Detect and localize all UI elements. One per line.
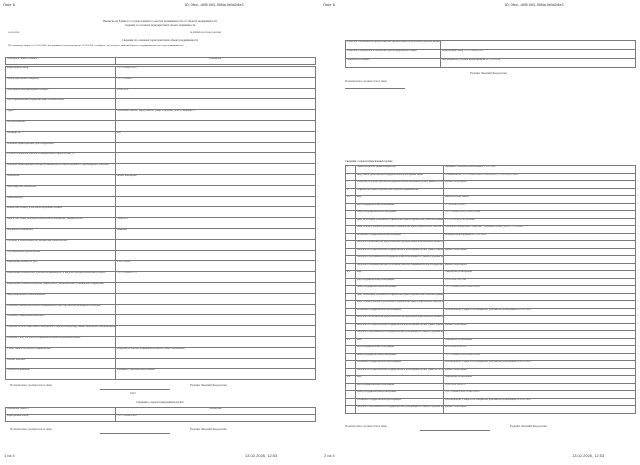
page-header-id: ID: 0fea...d4f5 4f41-95f4a.9c9a2f4e3 bbox=[185, 3, 244, 7]
top-row-value: Вид документа: Договор купли-продажи от 17.05.2024 bbox=[441, 59, 636, 68]
rights-row-number: 1. bbox=[346, 166, 356, 174]
page-header-id: ID: 0fea...d4f5 4f41-95f4a.9c9a2f4e3 bbox=[505, 3, 564, 7]
doc-header-title: Выписка из Единого государственного реестра недвижимости об объекте недвижимости bbox=[103, 19, 217, 23]
doc-date: 14.02.2026 bbox=[8, 31, 20, 34]
characteristic-value: Квартира bbox=[116, 228, 316, 239]
characteristic-row bbox=[6, 347, 316, 358]
footer-page-number: 2 из 4 bbox=[324, 453, 335, 458]
rights-row-label: лицо, в пользу которого установлено ограничение прав и обременение объекта bbox=[356, 301, 444, 309]
rights-row-value: 72:17:1508003:983-72/041/2026-7 bbox=[444, 391, 636, 399]
top-row bbox=[346, 50, 636, 59]
rights-row-number bbox=[346, 383, 356, 391]
rights-row bbox=[346, 293, 636, 301]
characteristic-label: Адрес: bbox=[6, 110, 116, 121]
rights-row-value: 06.02.2026 09:41:03 bbox=[444, 346, 636, 354]
rights-row-label: сведения о наличии решения об изъятии объекта недвижимости для государстве bbox=[356, 263, 444, 271]
characteristic-label: Сведения о том, что объект недвижимости является наемным домом: bbox=[6, 336, 116, 347]
object-kind-label: Помещение (жилое/нежилое) bbox=[6, 58, 116, 65]
rights-row-label: сведения об осуществлении государственной регистрации сделки, права, огран bbox=[356, 248, 444, 256]
rights-row-number bbox=[346, 263, 356, 271]
rights-row-label: лицо, в пользу которого установлено ограничение прав и обременение объекта bbox=[356, 226, 444, 234]
rights-row bbox=[346, 248, 636, 256]
characteristic-value bbox=[116, 99, 316, 110]
seal-mark: М.П. bbox=[130, 391, 137, 395]
characteristic-row bbox=[6, 77, 316, 88]
characteristic-label: Статус записи об объекте недвижимости: bbox=[6, 347, 116, 358]
rights-row-value bbox=[444, 331, 636, 339]
characteristic-label: Кадастровые номера помещений, машино-мест, расположенных в здании или сооружении: bbox=[6, 282, 116, 293]
rights-row bbox=[346, 263, 636, 271]
characteristic-row bbox=[6, 293, 316, 304]
characteristic-label: Год ввода в эксплуатацию по завершении строительства: bbox=[6, 239, 116, 250]
rights-row-label: номер государственной регистрации: bbox=[356, 211, 444, 219]
characteristic-label: Ранее присвоенный государственный учетный номер: bbox=[6, 99, 116, 110]
top-row-value: Кадастровый номер 72:17:1508003:983 bbox=[441, 50, 636, 59]
rights-row-value: Постановление о запрете на совершение действий по регистрации от 05.02.2026 bbox=[444, 361, 636, 369]
rights-row-value bbox=[444, 188, 636, 196]
rights-row-value: 17.05.2024 11:06:19 bbox=[444, 203, 636, 211]
characteristic-row bbox=[6, 369, 316, 380]
rights-row-value: Постановление о запрете на совершение действий по регистрации от 02.02.2026 bbox=[444, 308, 636, 316]
rights-row-label: Сведения об осуществлении государственной регистрации сделки, права без нео bbox=[356, 181, 444, 189]
characteristic-value bbox=[116, 336, 316, 347]
page-header-left: Лист 6 bbox=[323, 2, 336, 7]
characteristic-row bbox=[6, 218, 316, 229]
characteristic-value: 72:17:1508003:713 bbox=[116, 272, 316, 283]
rights-table bbox=[345, 165, 636, 414]
rights-row-value: 10.02.2026 14:20:37 bbox=[444, 383, 636, 391]
rights-row bbox=[346, 181, 636, 189]
rights-row-label: дата государственной регистрации: bbox=[356, 278, 444, 286]
rights-row-value: Постановление о запрете на совершение действий по регистрации от 09.02.2026 bbox=[444, 398, 636, 406]
rights-row bbox=[346, 226, 636, 234]
rights-row-label: дата государственной регистрации: bbox=[356, 383, 444, 391]
characteristic-label: Кадастровые номера иных объектов недвижимости, в пределах которых расположен объект: bbox=[6, 272, 116, 283]
rights-row-label: основание государственной регистрации: bbox=[356, 233, 444, 241]
rights-row bbox=[346, 241, 636, 249]
characteristic-row bbox=[6, 272, 316, 283]
signature-role: Полномочное должностное лицо bbox=[10, 383, 53, 387]
top-row-value bbox=[441, 41, 636, 50]
bottom-signature-role: Полномочное должностное лицо bbox=[345, 424, 388, 428]
rights-row bbox=[346, 331, 636, 339]
characteristic-label: Кадастровый номер: bbox=[6, 67, 116, 78]
rights-row bbox=[346, 203, 636, 211]
rights-row-number bbox=[346, 256, 356, 264]
characteristic-label: Основная характеристика (для сооружения): bbox=[6, 142, 116, 153]
rights-row-value bbox=[444, 293, 636, 301]
section2-cadnum-value: 72:17:1508003:983 bbox=[116, 415, 316, 422]
rights-row-number: 4. bbox=[346, 188, 356, 196]
object-kind-value: помещение bbox=[116, 58, 316, 65]
characteristic-row bbox=[6, 326, 316, 337]
characteristic-row bbox=[6, 88, 316, 99]
rights-row-number bbox=[346, 316, 356, 324]
characteristic-value bbox=[116, 358, 316, 369]
intro-text: На основании запроса от 13.02.2026, поступившего на рассмотрение 13.02.2026, сообщаем, что согласно записям Единого государственного реестра недвижимости: bbox=[8, 44, 184, 47]
rights-row bbox=[346, 301, 636, 309]
rights-row bbox=[346, 218, 636, 226]
bottom-signature-line bbox=[420, 430, 490, 431]
rights-row-number bbox=[346, 361, 356, 369]
rights-row-number bbox=[346, 241, 356, 249]
rights-row bbox=[346, 308, 636, 316]
characteristic-value: Шукшина Анастасия Вячеславовна bbox=[116, 369, 316, 380]
characteristic-label: Номер кадастрового квартала: bbox=[6, 77, 116, 88]
characteristic-row bbox=[6, 358, 316, 369]
rights-row-value bbox=[444, 241, 636, 249]
characteristic-row bbox=[6, 207, 316, 218]
characteristic-label: Виды разрешенного использования: bbox=[6, 293, 116, 304]
section2-kind-label: Помещение (жилое) bbox=[6, 408, 116, 415]
section2-signature-name: Руденко Зиновий Федорович bbox=[190, 427, 227, 431]
characteristic-label: Проектируемое назначение: bbox=[6, 185, 116, 196]
rights-row bbox=[346, 361, 636, 369]
characteristic-label: Сведения о кадастровом инженере: bbox=[6, 315, 116, 326]
rights-row-label: основание государственной регистрации: bbox=[356, 361, 444, 369]
doc-header-sub: Сведения об основных характеристиках объекта недвижимости bbox=[124, 24, 196, 27]
rights-row-label: сведения о возможности предоставления третьим лицам персональных данных bbox=[356, 316, 444, 324]
rights-row-label: срок, на который установлено ограничение прав и обременение объекта недвижимости: bbox=[356, 218, 444, 226]
rights-row-value bbox=[444, 301, 636, 309]
characteristic-label: Сведения об отнесении жилого помещения к определенному виду жилых помещений специализирова bbox=[6, 326, 116, 337]
top-row-label: Сведения о возражении в отношении зарегистрированного права: bbox=[346, 50, 441, 59]
characteristic-row bbox=[6, 174, 316, 185]
section2-signature-role: Полномочное должностное лицо bbox=[10, 427, 53, 431]
characteristics-table bbox=[5, 66, 316, 380]
rights-row-value: Запрещение регистрации bbox=[444, 376, 636, 384]
characteristic-label: Номер, тип этажа, на котором расположено помещение, машино-место: bbox=[6, 218, 116, 229]
rights-row-label: дата государственной регистрации: bbox=[356, 346, 444, 354]
rights-row-label: Вид, номер, дата и время государственной регистрации права: bbox=[356, 173, 444, 181]
characteristic-value bbox=[116, 164, 316, 175]
rights-row-value: данные отсутствуют bbox=[444, 368, 636, 376]
rights-row-label: Правообладатель (правообладатели): bbox=[356, 166, 444, 174]
rights-row-label: сведения о невозможности государственной регистрации без личного участия пр bbox=[356, 256, 444, 264]
rights-row-number bbox=[346, 391, 356, 399]
rights-row-value: Ипотека в силу закона bbox=[444, 196, 636, 204]
characteristic-row bbox=[6, 196, 316, 207]
characteristic-row bbox=[6, 67, 316, 78]
rights-row-number bbox=[346, 218, 356, 226]
characteristic-value bbox=[116, 250, 316, 261]
characteristic-value bbox=[116, 282, 316, 293]
rights-row-value: с 17.05.2024 на 240 месяцев bbox=[444, 218, 636, 226]
section2-title: Сведения о зарегистрированных правах bbox=[136, 401, 184, 404]
characteristic-row bbox=[6, 164, 316, 175]
rights-row-number bbox=[346, 368, 356, 376]
characteristic-label: Площадь, м²: bbox=[6, 131, 116, 142]
rights-row-number bbox=[346, 278, 356, 286]
characteristic-label: Количество этажей, в том числе подземных этажей: bbox=[6, 207, 116, 218]
characteristic-label: Кадастровая стоимость, руб.: bbox=[6, 261, 116, 272]
rights-row-number: 4.3 bbox=[346, 338, 356, 346]
rights-row bbox=[346, 398, 636, 406]
rights-row-number bbox=[346, 226, 356, 234]
rights-section-title: Сведения о зарегистрированных правах bbox=[345, 160, 393, 163]
rights-row-label: вид: bbox=[356, 338, 444, 346]
rights-row-value: 72:17:1508003:983-72/041/2026-6 bbox=[444, 353, 636, 361]
characteristic-value bbox=[116, 304, 316, 315]
rights-row-value: Публичное акционерное общество "Сбербанк России", ИНН: 7707083893 bbox=[444, 226, 636, 234]
characteristic-label: Основная характеристика объекта незавершенного строительства и ее проектируемое значение: bbox=[6, 164, 116, 175]
rights-row-number bbox=[346, 248, 356, 256]
signature-name: Руденко Зиновий Федорович bbox=[190, 383, 227, 387]
characteristic-row bbox=[6, 131, 316, 142]
characteristic-label: Особые отметки: bbox=[6, 358, 116, 369]
rights-row bbox=[346, 286, 636, 294]
rights-row-number: 4.2 bbox=[346, 271, 356, 279]
rights-row-value: Собственность 72:17:1508003:983-72/041/2024-3, 17.05.2024 11:06:19 bbox=[444, 173, 636, 181]
characteristic-row bbox=[6, 250, 316, 261]
top-row-label: Документ-основание: bbox=[346, 59, 441, 68]
rights-row-number: 4.1 bbox=[346, 196, 356, 204]
rights-row-number bbox=[346, 211, 356, 219]
rights-row-value: данные отсутствуют bbox=[444, 263, 636, 271]
rights-row-number: 3. bbox=[346, 181, 356, 189]
characteristic-value bbox=[116, 293, 316, 304]
rights-row-label: дата государственной регистрации: bbox=[356, 203, 444, 211]
rights-row-label: номер государственной регистрации: bbox=[356, 286, 444, 294]
rights-row-label: сведения о невозможности государственной регистрации без личного участия пр bbox=[356, 331, 444, 339]
characteristic-value bbox=[116, 153, 316, 164]
rights-row-number bbox=[346, 323, 356, 331]
characteristic-value: Тюменская область, город Тюмень, улица Федюнина, дом 53, квартира 72 bbox=[116, 110, 316, 121]
rights-row bbox=[346, 173, 636, 181]
characteristic-label: Местоположение: bbox=[6, 120, 116, 131]
characteristic-value bbox=[116, 142, 316, 153]
rights-row bbox=[346, 383, 636, 391]
section2-cadnum-label: Кадастровый номер: bbox=[6, 415, 116, 422]
rights-row bbox=[346, 196, 636, 204]
rights-row-value: Запрещение регистрации bbox=[444, 338, 636, 346]
characteristic-label: Год завершения строительства: bbox=[6, 250, 116, 261]
characteristic-row bbox=[6, 110, 316, 121]
rights-row bbox=[346, 211, 636, 219]
characteristic-value: 4 563 814.64 bbox=[116, 261, 316, 272]
signature-line-top bbox=[345, 88, 405, 89]
characteristic-value: 30.06.2016 bbox=[116, 88, 316, 99]
rights-row-label: сведения о возможности предоставления третьим лицам персональных данных bbox=[356, 241, 444, 249]
rights-row-number: 2. bbox=[346, 173, 356, 181]
rights-row-label: основание государственной регистрации: bbox=[356, 308, 444, 316]
characteristic-label: Степень готовности объекта незавершенного строительства, %: bbox=[6, 153, 116, 164]
rights-row-value: данные отсутствуют bbox=[444, 181, 636, 189]
rights-row-number bbox=[346, 203, 356, 211]
rights-row-label: номер государственной регистрации: bbox=[356, 391, 444, 399]
object-kind-table bbox=[5, 57, 316, 65]
characteristic-label: Получатель выписки: bbox=[6, 369, 116, 380]
top-row bbox=[346, 59, 636, 68]
rights-row bbox=[346, 338, 636, 346]
rights-row-label: вид: bbox=[356, 196, 444, 204]
rights-row bbox=[346, 166, 636, 174]
rights-row bbox=[346, 188, 636, 196]
footer-date: 13.02.2026, 12:53 bbox=[572, 453, 605, 458]
rights-row-label: сведения о невозможности государственной регистрации без личного участия пр bbox=[356, 406, 444, 414]
rights-row-number bbox=[346, 331, 356, 339]
rights-row bbox=[346, 256, 636, 264]
rights-row bbox=[346, 278, 636, 286]
rights-row-label: сведения об осуществлении государственной регистрации сделки, права без нео bbox=[356, 368, 444, 376]
rights-row bbox=[346, 271, 636, 279]
footer-page-number: 1 из 4 bbox=[4, 453, 15, 458]
signature-line bbox=[100, 389, 170, 390]
characteristic-row bbox=[6, 315, 316, 326]
rights-row-value: Договор купли-продажи от 17.05.2024 bbox=[444, 233, 636, 241]
characteristic-label: Сведения о включении объекта недвижимости в реестр объектов культурного наследия: bbox=[6, 304, 116, 315]
characteristic-label: Вид жилого помещения: bbox=[6, 228, 116, 239]
rights-row-value: данные отсутствуют bbox=[444, 248, 636, 256]
characteristic-row bbox=[6, 120, 316, 131]
rights-row bbox=[346, 391, 636, 399]
rights-row-label: Ограничение прав и обременение объекта недвижимости: bbox=[356, 188, 444, 196]
doc-number: № КУВИ-001/2026-15451880 bbox=[190, 31, 221, 34]
rights-row-value: данные отсутствуют bbox=[444, 323, 636, 331]
characteristic-value bbox=[116, 207, 316, 218]
top-rows-table bbox=[345, 40, 636, 68]
characteristic-value bbox=[116, 185, 316, 196]
rights-row-number bbox=[346, 353, 356, 361]
rights-row bbox=[346, 368, 636, 376]
rights-row-label: сведения об осуществлении государственной регистрации сделки, права, огран bbox=[356, 323, 444, 331]
characteristic-value bbox=[116, 239, 316, 250]
rights-row-number bbox=[346, 308, 356, 316]
bottom-signature-name: Руденко Зиновий Федорович bbox=[510, 424, 547, 428]
characteristic-value bbox=[116, 315, 316, 326]
rights-row-value: 72:17:1508003:983-72/041/2026-5 bbox=[444, 286, 636, 294]
rights-row-label: основание государственной регистрации: bbox=[356, 398, 444, 406]
rights-row-value: Запрещение регистрации bbox=[444, 271, 636, 279]
characteristic-label: Наименование: bbox=[6, 196, 116, 207]
characteristic-value: Сведения об объекте недвижимости имеют статус «актуальные» bbox=[116, 347, 316, 358]
page-header-left: Лист 6 bbox=[3, 2, 16, 7]
document-page-right bbox=[320, 0, 640, 465]
section2-signature-line bbox=[100, 433, 170, 434]
characteristic-row bbox=[6, 99, 316, 110]
rights-row-value: 72:17:1508003:983-72/041/2024-4 bbox=[444, 211, 636, 219]
rights-row-number bbox=[346, 293, 356, 301]
rights-row bbox=[346, 323, 636, 331]
characteristic-value bbox=[116, 196, 316, 207]
rights-row-value: данные отсутствуют bbox=[444, 406, 636, 414]
characteristic-value bbox=[116, 326, 316, 337]
characteristic-label: Дата присвоения кадастрового номера: bbox=[6, 88, 116, 99]
rights-row-label: вид: bbox=[356, 376, 444, 384]
signature-name-top: Руденко Зиновий Федорович bbox=[470, 71, 507, 75]
rights-row-label: срок, на который установлено ограничение прав и обременение объекта недвижимости: bbox=[356, 293, 444, 301]
characteristic-value bbox=[116, 120, 316, 131]
signature-role-top: Полномочное должностное лицо bbox=[345, 79, 388, 83]
characteristic-row bbox=[6, 185, 316, 196]
characteristic-row bbox=[6, 304, 316, 315]
rights-row-number bbox=[346, 233, 356, 241]
characteristic-row bbox=[6, 282, 316, 293]
rights-row-value: 03.02.2026 10:12:44 bbox=[444, 278, 636, 286]
top-row bbox=[346, 41, 636, 50]
rights-row-value bbox=[444, 256, 636, 264]
rights-row-label: вид: bbox=[356, 271, 444, 279]
rights-row-value bbox=[444, 316, 636, 324]
characteristic-row bbox=[6, 261, 316, 272]
section2-table bbox=[5, 407, 316, 422]
rights-row-label: номер государственной регистрации: bbox=[356, 353, 444, 361]
rights-row bbox=[346, 233, 636, 241]
characteristic-row bbox=[6, 153, 316, 164]
rights-row-number bbox=[346, 398, 356, 406]
rights-row-number bbox=[346, 406, 356, 414]
rights-row-number bbox=[346, 301, 356, 309]
characteristic-label: Назначение: bbox=[6, 174, 116, 185]
rights-row bbox=[346, 406, 636, 414]
characteristic-value: Жилое помещение bbox=[116, 174, 316, 185]
rights-row-number: 4.4 bbox=[346, 376, 356, 384]
characteristic-value: Этаж № 6 bbox=[116, 218, 316, 229]
characteristic-row bbox=[6, 336, 316, 347]
rights-row-number bbox=[346, 346, 356, 354]
characteristic-value: 72:17:1508003:983 bbox=[116, 67, 316, 78]
section-title: Сведения об основных характеристиках объекта недвижимости bbox=[121, 39, 198, 42]
characteristic-row bbox=[6, 228, 316, 239]
rights-row-number bbox=[346, 286, 356, 294]
characteristic-row bbox=[6, 239, 316, 250]
characteristic-value: 44.1 bbox=[116, 131, 316, 142]
characteristic-value: 72:17:1508003 bbox=[116, 77, 316, 88]
rights-row bbox=[346, 376, 636, 384]
rights-row bbox=[346, 346, 636, 354]
characteristic-row bbox=[6, 142, 316, 153]
section2-kind-value: Помещение bbox=[116, 408, 316, 415]
rights-row bbox=[346, 316, 636, 324]
footer-date: 13.02.2026, 12:53 bbox=[245, 453, 278, 458]
rights-row bbox=[346, 353, 636, 361]
rights-row-value: Шукшина Анастасия Вячеславовна, 12.07.1994 bbox=[444, 166, 636, 174]
top-row-label: Сведения о возможности предоставления третьим лицам персональных данных физич bbox=[346, 41, 441, 50]
